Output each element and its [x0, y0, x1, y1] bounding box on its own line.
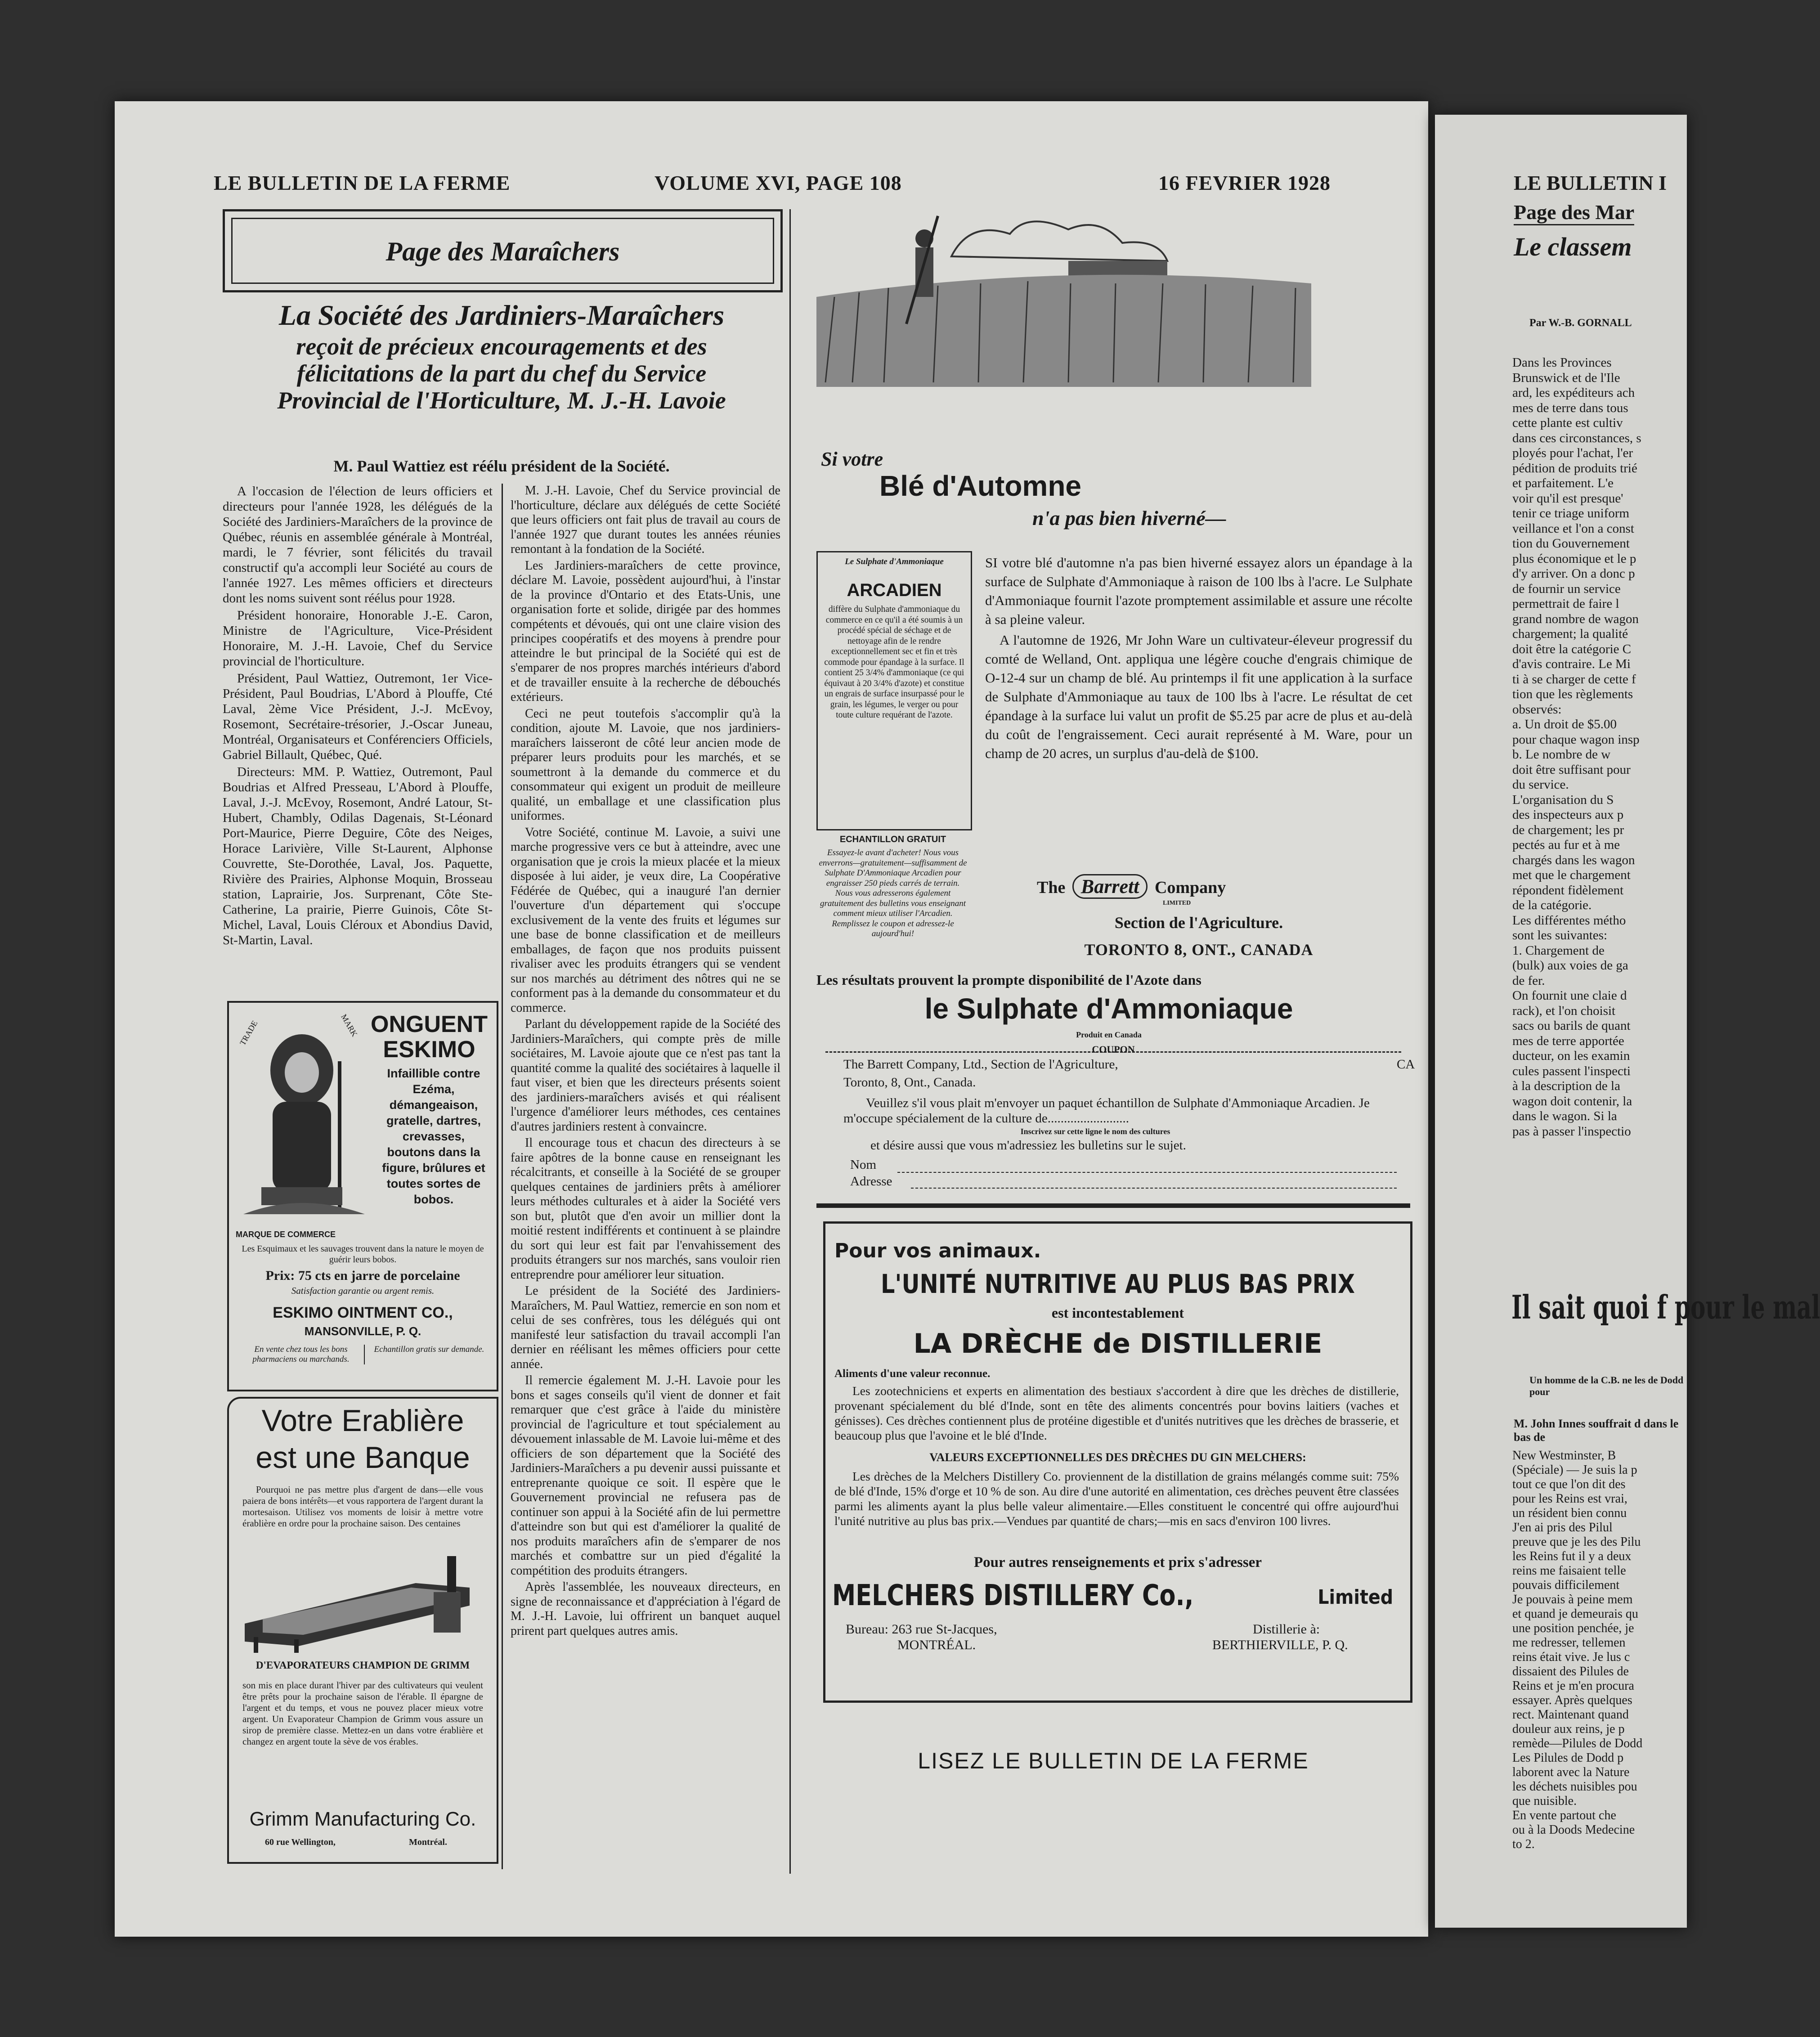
- newspaper-page: [115, 101, 1428, 1937]
- section-title: Page des Maraîchers: [386, 237, 620, 266]
- text-line: L'organisation du S: [1512, 792, 1614, 807]
- eskimo-footer-left: En vente chez tous les bons pharmaciens ou marchands.: [238, 1345, 365, 1364]
- text-line: wagon doit contenir, la: [1512, 1094, 1632, 1108]
- text-line: dans ces circonstances, s: [1512, 431, 1641, 445]
- text-line: 1. Chargement de: [1512, 943, 1605, 958]
- article-paragraph: Le président de la Société des Jardiniers-Maraîchers, M. Paul Wattiez, remercie en son nom et celui de ses confrères, tous les délégués qui ont manifesté leur satisfaction du travail accompli l'an dernier en réélisant les mêmes officiers pour cette année.: [511, 1284, 780, 1371]
- grimm-title-line: Votre Erablière: [261, 1404, 464, 1438]
- text-line: dissaient des Pilules de: [1512, 1665, 1629, 1678]
- next-deck: Un homme de la C.B. ne les de Dodd pour: [1529, 1374, 1684, 1397]
- text-line: preuve que je les des Pilu: [1512, 1535, 1641, 1549]
- coupon-address-label: Adresse: [850, 1174, 892, 1189]
- text-line: chargés dans les wagon: [1512, 852, 1635, 867]
- melchers-heading-2: VALEURS EXCEPTIONNELLES DES DRÈCHES DU GIN MELCHERS:: [929, 1451, 1306, 1464]
- text-line: une position penchée, je: [1512, 1621, 1634, 1635]
- next-title: Le classem: [1514, 232, 1632, 261]
- barrett-city: TORONTO 8, ONT., CANADA: [1084, 941, 1313, 959]
- text-line: voir qu'il est presque': [1512, 491, 1623, 506]
- eskimo-company: ESKIMO OINTMENT CO.,: [273, 1304, 453, 1321]
- text-line: veillance et l'on a const: [1512, 521, 1634, 536]
- text-line: d'y arriver. On a donc p: [1512, 566, 1635, 581]
- header-volume: VOLUME XVI, PAGE 108: [654, 171, 902, 194]
- text-line: doit être la catégorie C: [1512, 642, 1632, 656]
- header-publication: LE BULLETIN DE LA FERME: [214, 171, 511, 194]
- text-line: sont les suivantes:: [1512, 928, 1608, 942]
- text-line: essayer. Après quelques: [1512, 1693, 1632, 1707]
- text-line: d'avis contraire. Le Mi: [1512, 657, 1631, 671]
- sample-body: Essayez-le avant d'acheter! Nous vous enverrons—gratuitement—suffisamment de Sulphate D'Ammoniaque Arcadien pour engraisser 250 pieds carrés de terrain. Nous vous adresserons également gratuitement des bulletins vous enseignant comment mieux utiliser l'Arcadien. Remplissez le coupon et adressez-le aujourd'hui!: [819, 848, 967, 938]
- arcadien-box: [816, 551, 972, 830]
- text-line: du service.: [1512, 777, 1569, 792]
- next-headline: Il sait quoi f pour le mal: [1511, 1288, 1820, 1326]
- text-line: chargement; la qualité: [1512, 627, 1628, 641]
- evaporator-illustration: [236, 1547, 488, 1655]
- text-line: cules passent l'inspecti: [1512, 1063, 1631, 1078]
- text-line: Reins et je m'en procura: [1512, 1679, 1634, 1693]
- melchers-bureau: Bureau: 263 rue St-Jacques,: [846, 1622, 997, 1637]
- eskimo-ointment-ad: [227, 1001, 498, 1391]
- text-line: et quand je demeurais qu: [1512, 1607, 1638, 1621]
- grimm-intro: Pourquoi ne pas mettre plus d'argent de dans—elle vous paiera de bons intérêts—et vous rapportera de l'argent durant la mortesaison. Utilisez vos moments de loisir à mettre votre érablière en ordre pour la prochaine saison. Des centaines: [242, 1484, 483, 1529]
- arcadien-label: Le Sulphate d'Ammoniaque: [845, 557, 944, 566]
- section-title-box: [223, 209, 783, 292]
- text-line: pédition de produits trié: [1512, 461, 1637, 476]
- article-paragraph: M. J.-H. Lavoie, Chef du Service provincial de l'horticulture, déclare aux délégués de cette Société que leurs officiers ont fait plus de travail au cours de l'année 1927 que durant toutes les années réunies remontant à la fondation de la Société.: [511, 484, 780, 556]
- column-divider: [789, 209, 791, 1874]
- farmer-wheat-field-illustration: [816, 207, 1311, 387]
- text-line: ployés pour l'achat, l'er: [1512, 446, 1633, 460]
- barrett-subline: n'a pas bien hiverné—: [1032, 507, 1226, 529]
- text-line: mes de terre dans tous: [1512, 400, 1628, 415]
- melchers-distillerie-city: BERTHIERVILLE, P. Q.: [1212, 1638, 1348, 1652]
- coupon-address-1: The Barrett Company, Ltd., Section de l'Agriculture,: [843, 1057, 1118, 1072]
- text-line: En vente partout che: [1512, 1808, 1616, 1822]
- next-byline: Par W.-B. GORNALL: [1529, 317, 1632, 329]
- barrett-body: [985, 553, 1412, 765]
- text-line: dans le wagon. Si la: [1512, 1109, 1617, 1123]
- barrett-paragraph: SI votre blé d'automne n'a pas bien hiverné essayez alors un épandage à la surface de Sulphate d'Ammoniaque à raison de 100 lbs à l'acre. Le Sulphate d'Ammoniaque fournit l'azote promptement assimilable et assure une récolte à sa pleine valeur.: [985, 555, 1412, 627]
- barrett-produced: Produit en Canada: [1076, 1030, 1142, 1039]
- eskimo-guarantee: Satisfaction garantie ou argent remis.: [291, 1285, 435, 1296]
- text-line: de la catégorie.: [1512, 898, 1592, 912]
- melchers-line-1: Pour vos animaux.: [834, 1239, 1041, 1262]
- text-line: Les différentes métho: [1512, 913, 1626, 928]
- melchers-line-4: LA DRÈCHE de DISTILLERIE: [913, 1328, 1322, 1359]
- coupon-address-field[interactable]: [911, 1188, 1397, 1189]
- text-line: On fournit une claie d: [1512, 988, 1627, 1003]
- grimm-title: [229, 1402, 497, 1476]
- text-line: mes de terre apportée: [1512, 1033, 1624, 1048]
- text-line: doit être suffisant pour: [1512, 762, 1631, 777]
- text-line: to 2.: [1512, 1837, 1535, 1851]
- article-paragraph: Ceci ne peut toutefois s'accomplir qu'à la condition, ajoute M. Lavoie, que nos jardiniers-maraîchers laisseront de côté leur ancien mode de préparer leurs produits pour les marchés, et se soumettront à la demande du commerce et du consommateur qui exigent un produit de meilleure qualité, un emballage et une classification plus uniformes.: [511, 706, 780, 823]
- grimm-company: Grimm Manufacturing Co.: [249, 1808, 476, 1830]
- coupon-name-label: Nom: [850, 1158, 876, 1172]
- melchers-distillerie: Distillerie à:: [1253, 1622, 1320, 1637]
- sample-title: ECHANTILLON GRATUIT: [839, 835, 946, 844]
- melchers-line-3: est incontestablement: [1051, 1305, 1184, 1321]
- barrett-limited: LIMITED: [1163, 900, 1191, 906]
- eskimo-figure-illustration: [234, 1021, 369, 1223]
- text-line: pectés au fur et à me: [1512, 838, 1620, 852]
- text-line: Les Pilules de Dodd p: [1512, 1751, 1624, 1765]
- grimm-caption: D'EVAPORATEURS CHAMPION DE GRIMM: [256, 1660, 470, 1671]
- next-article-body-2: [1512, 1449, 1692, 1852]
- melchers-company: MELCHERS DISTILLERY Co.,: [832, 1579, 1194, 1612]
- text-line: rack), et l'on choisit: [1512, 1003, 1616, 1018]
- text-line: grand nombre de wagon: [1512, 611, 1639, 626]
- coupon-name-field[interactable]: [897, 1172, 1397, 1173]
- barrett-paragraph: A l'automne de 1926, Mr John Ware un cultivateur-éleveur progressif du comté de Welland, Ont. appliqua une légère couche d'engrais chimique de O-12-4 sur un champ de blé. Au printemps il fit une application à la surface de Sulphate d'Ammoniaque au taux de 100 lbs à l'acre. Le résultat de cet épandage à la surface lui valut un profit de $5.25 par acre de plus et au-delà du coût de l'engraissement. Ceci aurait représenté à M. Ware, pour un champ de 20 acres, un surplus d'au-delà de $100.: [985, 632, 1412, 761]
- article-subhead: reçoit de précieux encouragements et des félicitations de la part du chef du Service Provincial de l'Horticulture, M. J.-H. Lavoie: [277, 333, 726, 414]
- text-line: répondent fidèlement: [1512, 883, 1624, 897]
- barrett-si-votre: Si votre: [821, 448, 883, 470]
- text-line: tenir ce triage uniform: [1512, 506, 1630, 520]
- header-date: 16 FEVRIER 1928: [1158, 171, 1331, 194]
- melchers-bureau-city: MONTRÉAL.: [897, 1638, 976, 1652]
- text-line: reins me faisaient telle: [1512, 1564, 1626, 1578]
- text-line: pour les Reins est vrai,: [1512, 1492, 1627, 1506]
- text-line: les Reins fut il y a deux: [1512, 1549, 1632, 1563]
- text-line: (bulk) aux voies de ga: [1512, 958, 1628, 973]
- text-line: rect. Maintenant quand: [1512, 1708, 1629, 1722]
- melchers-line-5: Aliments d'une valeur reconnue.: [834, 1368, 991, 1380]
- grimm-title-line: est une Banque: [256, 1440, 470, 1475]
- article-paragraph: A l'occasion de l'élection de leurs officiers et directeurs pour l'année 1928, les délégués de la Société des Jardiniers-Maraîchers de la province de Québec, réunis en assemblée générale à Montréal, mardi, le 7 février, sont félicités du travail constructif qu'a accompli leur Société au cours de l'année 1927. Les mêmes officiers et directeurs dont les noms suivent sont réélus pour 1928.: [223, 484, 493, 606]
- coupon-body: Veuillez s'il vous plait m'envoyer un paquet échantillon de Sulphate d'Ammoniaque Arcadien. Je m'occupe spécialement de la culture de.........................: [843, 1096, 1370, 1126]
- text-line: me redresser, tellemen: [1512, 1636, 1626, 1650]
- next-header: LE BULLETIN I: [1514, 171, 1667, 194]
- barrett-logo-line: [1037, 875, 1226, 898]
- melchers-paragraph-1: Les zootechniciens et experts en alimentation des bestiaux s'accordent à dire que les drèches de distillerie, provenant spécialement du blé d'Inde, sont en tête des aliments concentrés pour bovins laitiers (vaches et génisses). Ces drèches contiennent plus de protéine digestible et d'unités nutritives que les drèches de brasserie, et beaucoup plus que l'avoine et le blé d'Inde.: [834, 1384, 1399, 1442]
- text-line: un résident bien connu: [1512, 1506, 1627, 1520]
- text-line: cette plante est cultiv: [1512, 416, 1623, 430]
- eskimo-footer-right: Echantillon gratis sur demande.: [374, 1345, 484, 1354]
- text-line: Dans les Provinces: [1512, 355, 1612, 370]
- barrett-product: le Sulphate d'Ammoniaque: [924, 992, 1293, 1025]
- melchers-line-2: L'UNITÉ NUTRITIVE AU PLUS BAS PRIX: [881, 1269, 1355, 1299]
- text-line: ou à la Doods Medecine: [1512, 1823, 1635, 1837]
- text-line: ducteur, on les examin: [1512, 1049, 1630, 1063]
- text-line: tout ce que l'on dit des: [1512, 1477, 1626, 1491]
- text-line: pas à passer l'inspectio: [1512, 1124, 1631, 1139]
- eskimo-note: Les Esquimaux et les sauvages trouvent dans la nature le moyen de guérir leurs bobos.: [242, 1244, 484, 1265]
- barrett-logo: Barrett: [1072, 874, 1148, 899]
- eskimo-price: Prix: 75 cts en jarre de porcelaine: [265, 1268, 460, 1283]
- text-line: plus économique et le p: [1512, 551, 1636, 566]
- next-subhead: M. John Innes souffrait d dans le bas de: [1514, 1417, 1679, 1444]
- arcadien-body: diffère du Sulphate d'ammoniaque du commerce en ce qu'il a été soumis à un procédé spécial de séchage et de nettoyage afin de le rendre exceptionnellement sec et fin et très commode pour épandage à la surface. Il contient 25 3/4% d'ammoniaque (ce qui équivaut à 20 3/4% d'azote) et constitue un engrais de surface insurpassé pour le grain, les légumes, le verger ou pour toute culture requérant de l'azote.: [824, 605, 964, 720]
- text-line: New Westminster, B: [1512, 1449, 1616, 1463]
- text-line: que nuisible.: [1512, 1794, 1577, 1808]
- melchers-info: Pour autres renseignements et prix s'adresser: [973, 1554, 1262, 1570]
- eskimo-body: Infaillible contre Ezéma, démangeaison, gratelle, dartres, crevasses, boutons dans la figure, brûlures et toutes sortes de bobos.: [382, 1067, 485, 1206]
- next-page-fragment: [1435, 115, 1820, 1928]
- coupon-address-2: Toronto, 8, Ont., Canada.: [843, 1075, 976, 1090]
- barrett-section: Section de l'Agriculture.: [1114, 914, 1283, 932]
- text-line: de fer.: [1512, 973, 1545, 988]
- article-paragraph: Après l'assemblée, les nouveaux directeurs, en signe de reconnaissance et d'appréciation à l'égard de M. J.-H. Lavoie, lui offrirent un banquet auquel prirent part quelques autres amis.: [511, 1580, 780, 1638]
- article-headline: La Société des Jardiniers-Maraîchers: [278, 299, 725, 331]
- text-line: ard, les expéditeurs ach: [1512, 386, 1635, 400]
- barrett-company: Company: [1154, 878, 1226, 897]
- article-deck: M. Paul Wattiez est réélu président de la Société.: [333, 457, 670, 475]
- next-section: Page des Mar: [1514, 200, 1634, 225]
- text-line: permettrait de faire l: [1512, 597, 1619, 611]
- coupon-title: COUPON: [1092, 1044, 1135, 1055]
- article-paragraph: Parlant du développement rapide de la Société des Jardiniers-Maraîchers, qui compte près de mille sociétaires, M. Lavoie ajoute que ce n'est pas tant la quantité comme la qualité des sociétaires à laquelle il faut viser, et bien que les directeurs présents soient des jardiniers-maraîchers avisés et qui réalisent l'urgence d'améliorer leurs méthodes, ces centaines d'autres jardiniers restent à convaincre.: [511, 1017, 780, 1134]
- text-line: à la description de la: [1512, 1079, 1620, 1093]
- text-line: J'en ai pris des Pilul: [1512, 1521, 1613, 1534]
- article-paragraph: Directeurs: MM. P. Wattiez, Outremont, Paul Boudrias et Alfred Presseau, L'Abord à Plouffe, Laval, J.-J. McEvoy, Rosemont, André Latour, St-Hubert, Chambly, Odilas Dagenais, St-Léonard Port-Maurice, Pierre Deguire, Côte des Neiges, Horace Larivière, Ville St-Laurent, Alphonse Couvrette, Ste-Dorothée, Laval, Jos. Paquette, Rivière des Prairies, Alphonse Moquin, Brosseau station, Laprairie, Jos. Surprenant, Côte Ste-Catherine, La prairie, Pierre Guinois, Côte St-Michel, Laval, Louis Cléroux et Abondius David, St-Martin, Laval.: [223, 765, 493, 947]
- text-line: et parfaitement. L'e: [1512, 476, 1614, 490]
- trademark-label: TRADE: [238, 1019, 260, 1047]
- text-line: tion que les règlements: [1512, 687, 1633, 701]
- column-divider: [502, 484, 503, 1869]
- text-line: met que le chargement: [1512, 868, 1631, 882]
- coupon-body-2: et désire aussi que vous m'adressiez les bulletins sur le sujet.: [870, 1138, 1186, 1153]
- grimm-body: son mis en place durant l'hiver par des cultivateurs qui veulent être prêts pour la prochaine saison de l'érable. Il épargne de l'argent et du temps, et vous ne pouvez placer mieux votre argent. Un Evaporateur Champion de Grimm vous assure un sirop de première classe. Mettez-en un dans votre érablière et changez en argent toute la sève de vos érables.: [242, 1680, 483, 1747]
- text-line: (Spéciale) — Je suis la p: [1512, 1463, 1637, 1477]
- section-rule: [816, 1203, 1410, 1208]
- article-paragraph: Votre Société, continue M. Lavoie, a suivi une marche progressive vers ce but à atteindre, avec une organisation que je crois la mieux placée et la mieux disposée à lui aider, je veux dire, La Coopérative Fédérée de Québec, qui a inauguré l'an dernier l'ouverture d'un département qui s'occupe exclusivement de la vente des fruits et légumes sur une base de bonne classification et de meilleurs emballages, de façon que nos produits puissent rivaliser avec les produits étrangers qui se vendent sur nos marchés au détriment des nôtres qui ne se conforment pas à la demande du consommateur et du commerce.: [511, 825, 780, 1015]
- footer-slogan: LISEZ LE BULLETIN DE LA FERME: [918, 1748, 1309, 1773]
- text-line: de fournir un service: [1512, 581, 1621, 596]
- text-line: des inspecteurs aux p: [1512, 808, 1624, 822]
- article-paragraph: Président honoraire, Honorable J.-E. Caron, Ministre de l'Agriculture, Vice-Président Honoraire, M. J.-H. Lavoie, Chef du Service provincial de l'horticulture.: [223, 608, 493, 669]
- eskimo-title: [364, 1012, 494, 1062]
- text-line: tion du Gouvernement: [1512, 536, 1630, 551]
- trademark-label: MARK: [339, 1012, 359, 1038]
- text-line: sacs ou barils de quant: [1512, 1018, 1631, 1033]
- eskimo-trademark: MARQUE DE COMMERCE: [236, 1230, 336, 1239]
- text-line: observés:: [1512, 702, 1562, 717]
- text-line: reins était vive. Je lus c: [1512, 1650, 1630, 1664]
- article-paragraph: Les Jardiniers-maraîchers de cette province, déclare M. Lavoie, possèdent aujourd'hui, à l'instar de la province d'Ontario et des Etats-Unis, une organisation forte et solide, dirigée par des hommes compétents et dévoués, qui ont une claire vision des principes coopératifs et des moyens à prendre pour atteindre le but principal de la Société qui est de s'emparer de nos propres marchés intérieurs d'abord et de travailler ensuite à la recherche de débouchés extérieurs.: [511, 558, 780, 704]
- text-line: laborent avec la Nature: [1512, 1765, 1630, 1779]
- text-line: pouvais difficilement: [1512, 1578, 1620, 1592]
- barrett-headline: Blé d'Automne: [879, 470, 1081, 502]
- next-article-body: [1512, 355, 1692, 1139]
- melchers-distillery-ad: [823, 1221, 1412, 1703]
- text-line: a. Un droit de $5.00: [1512, 717, 1617, 731]
- melchers-paragraph-2: Les drèches de la Melchers Distillery Co. proviennent de la distillation de grains mélangés comme suit: 75% de blé d'Inde, 15% d'orge et 10 % de son. Au dire d'une autorité en alimentation, ces drèches peuvent être classées parmi les aliments ayant la plus belle valeur alimentaire.—Elles constituent le concentré qui offre aujourd'hui l'unité nutritive au plus bas prix.—Vendues par quantité de chars;—mis en sacs d'environ 100 livres.: [834, 1469, 1399, 1528]
- eskimo-city: MANSONVILLE, P. Q.: [304, 1324, 421, 1338]
- melchers-limited: Limited: [1318, 1586, 1394, 1609]
- article-column-2: [511, 484, 780, 1640]
- coupon-ca: CA: [1397, 1057, 1415, 1072]
- arcadien-title: ARCADIEN: [847, 580, 942, 600]
- text-line: b. Le nombre de w: [1512, 747, 1611, 762]
- eskimo-title-line: ESKIMO: [383, 1036, 475, 1063]
- text-line: remède—Pilules de Dodd: [1512, 1736, 1643, 1750]
- article-paragraph: Il encourage tous et chacun des directeurs à se faire apôtres de la bonne cause en renseignant les récalcitrants, et conseille à la Société de se grouper quelques centaines de jardiniers prêts à améliorer leurs méthodes culturales et à aider la Société vers son but, plutôt que d'en avoir un millier dont la moitié restent indifférents et continuent à se plaindre du sort qui leur est fait par l'envahissement des produits étrangers sur nos marchés, sans vouloir rien entreprendre pour améliorer leur situation.: [511, 1136, 780, 1282]
- text-line: douleur aux reins, je p: [1512, 1722, 1625, 1736]
- text-line: de chargement; les pr: [1512, 822, 1624, 837]
- coupon-hint: Inscrivez sur cette ligne le nom des cultures: [1020, 1127, 1170, 1136]
- text-line: ti à se charger de cette f: [1512, 672, 1636, 686]
- article-paragraph: Président, Paul Wattiez, Outremont, 1er Vice-Président, Paul Boudrias, L'Abord à Plouffe, Cté Laval, 2ème Vice Président, J.-J. McEvoy, Rosemont, Secrétaire-trésorier, J.-Oscar Juneau, Montréal, Organisateurs et Conférenciers Officiels, Gabriel Billault, Québec, Qué.: [223, 671, 493, 762]
- article-column-1: [223, 484, 493, 950]
- grimm-address: 60 rue Wellington,: [265, 1837, 336, 1847]
- article-paragraph: Il remercie également M. J.-H. Lavoie pour les bons et sages conseils qu'il vient de donner et fait remarquer que c'est grâce à l'aide du ministère provincial de l'agriculture et tout spécialement au dévouement inlassable de M. Lavoie lui-même et des officiers de son département que la Société des Jardiniers-Maraîchers a pu devenir aussi puissante et entreprenante quoique ce soit. Il espère que le Gouvernement provincial ne refusera pas de continuer son appui à la Société afin de lui permettre d'atteindre son but qui est d'améliorer la qualité de nos produits maraîchers afin de s'emparer de nos marchés et combattre sur un pied d'égalité la compétition des produits étrangers.: [511, 1373, 780, 1578]
- text-line: Je pouvais à peine mem: [1512, 1593, 1633, 1606]
- grimm-evaporator-ad: [227, 1397, 498, 1864]
- text-line: les déchets nuisibles pou: [1512, 1780, 1637, 1794]
- grimm-city: Montréal.: [409, 1837, 447, 1847]
- text-line: pour chaque wagon insp: [1512, 732, 1640, 747]
- eskimo-title-line: ONGUENT: [371, 1011, 488, 1037]
- text-line: Brunswick et de l'Ile: [1512, 370, 1620, 385]
- barrett-the: The: [1037, 878, 1066, 897]
- barrett-results: Les résultats prouvent la prompte disponibilité de l'Azote dans: [816, 972, 1201, 988]
